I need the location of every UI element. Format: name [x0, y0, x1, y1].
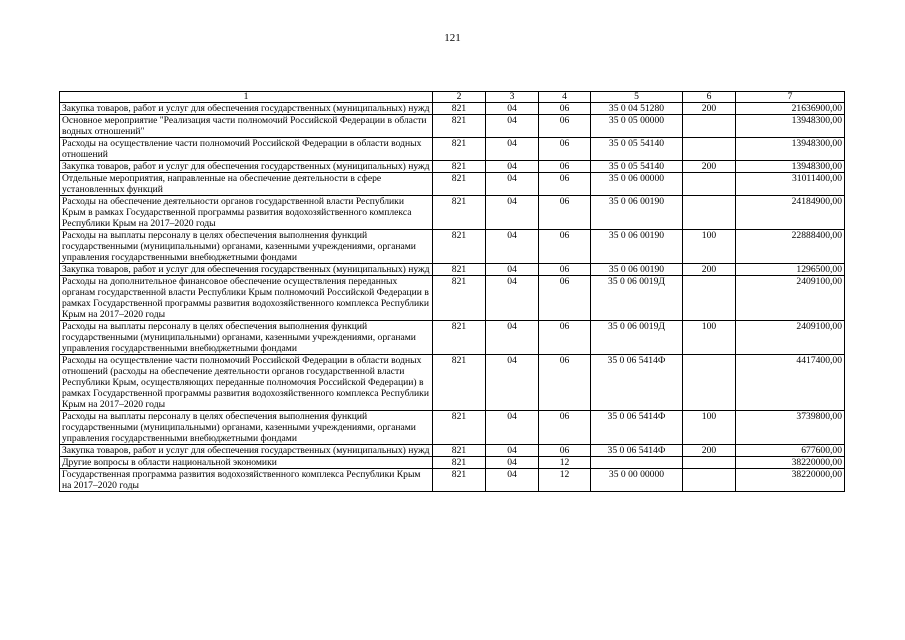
row-subsection-code: 06	[539, 411, 591, 445]
row-subsection-code: 06	[539, 230, 591, 264]
row-expense-type: 100	[683, 411, 736, 445]
row-subsection-code: 06	[539, 103, 591, 115]
row-description: Расходы на осуществление части полномочий Российской Федерации в области водных отношений	[60, 138, 433, 161]
row-amount: 38220000,00	[736, 469, 845, 492]
row-subsection-code: 06	[539, 173, 591, 196]
row-amount: 2409100,00	[736, 321, 845, 355]
row-subsection-code: 06	[539, 264, 591, 276]
row-description: Расходы на осуществление части полномочий Российской Федерации в области водных отношений (расходы на обеспечение деятельности органов государственной власти Республики Крым, осуществляющих переданные полномочия Российской Федерации) в рамках Государственной программы развития водохозяйственного комплекса Республики Крым на 2017–2020 годы	[60, 355, 433, 411]
row-section-code: 04	[486, 138, 539, 161]
header-col-5: 5	[591, 92, 683, 103]
row-ministry-code: 821	[433, 196, 486, 230]
row-expense-type	[683, 138, 736, 161]
table-row	[60, 321, 845, 355]
row-amount: 31011400,00	[736, 173, 845, 196]
row-amount: 22888400,00	[736, 230, 845, 264]
row-target-article: 35 0 05 54140	[591, 138, 683, 161]
table-row	[60, 445, 845, 457]
row-target-article: 35 0 05 00000	[591, 115, 683, 138]
row-description: Расходы на выплаты персоналу в целях обеспечения выполнения функций государственными (муниципальными) органами, казенными учреждениями, органами управления государственными внебюджетными фондами	[60, 230, 433, 264]
row-target-article: 35 0 06 0019Д	[591, 276, 683, 321]
row-ministry-code: 821	[433, 103, 486, 115]
row-subsection-code: 06	[539, 321, 591, 355]
row-subsection-code: 06	[539, 355, 591, 411]
row-target-article: 35 0 06 0019Д	[591, 321, 683, 355]
header-col-3: 3	[486, 92, 539, 103]
row-target-article: 35 0 06 00190	[591, 230, 683, 264]
row-expense-type	[683, 355, 736, 411]
row-ministry-code: 821	[433, 138, 486, 161]
row-expense-type: 100	[683, 321, 736, 355]
row-ministry-code: 821	[433, 230, 486, 264]
row-section-code: 04	[486, 411, 539, 445]
row-subsection-code: 06	[539, 445, 591, 457]
row-description: Закупка товаров, работ и услуг для обеспечения государственных (муниципальных) нужд	[60, 445, 433, 457]
row-section-code: 04	[486, 264, 539, 276]
table-row	[60, 264, 845, 276]
row-section-code: 04	[486, 115, 539, 138]
row-expense-type	[683, 173, 736, 196]
row-target-article	[591, 457, 683, 469]
table-row	[60, 469, 845, 492]
row-section-code: 04	[486, 161, 539, 173]
row-target-article: 35 0 06 5414Ф	[591, 411, 683, 445]
row-target-article: 35 0 00 00000	[591, 469, 683, 492]
row-section-code: 04	[486, 457, 539, 469]
table-row	[60, 276, 845, 321]
row-description: Отдельные мероприятия, направленные на обеспечение деятельности в сфере установленных функций	[60, 173, 433, 196]
row-target-article: 35 0 05 54140	[591, 161, 683, 173]
table-row	[60, 230, 845, 264]
row-section-code: 04	[486, 355, 539, 411]
row-ministry-code: 821	[433, 355, 486, 411]
table-row	[60, 161, 845, 173]
row-section-code: 04	[486, 445, 539, 457]
row-subsection-code: 12	[539, 457, 591, 469]
row-expense-type: 200	[683, 445, 736, 457]
row-ministry-code: 821	[433, 276, 486, 321]
header-col-6: 6	[683, 92, 736, 103]
row-ministry-code: 821	[433, 411, 486, 445]
row-description: Закупка товаров, работ и услуг для обеспечения государственных (муниципальных) нужд	[60, 103, 433, 115]
row-description: Расходы на выплаты персоналу в целях обеспечения выполнения функций государственными (муниципальными) органами, казенными учреждениями, органами управления государственными внебюджетными фондами	[60, 411, 433, 445]
row-ministry-code: 821	[433, 469, 486, 492]
row-expense-type	[683, 196, 736, 230]
table-row	[60, 411, 845, 445]
row-description: Расходы на дополнительное финансовое обеспечение осуществления переданных органам государственной власти Республики Крым полномочий Российской Федерации в рамках Государственной программы развития водохозяйственного комплекса Республики Крым на 2017–2020 годы	[60, 276, 433, 321]
row-description: Расходы на выплаты персоналу в целях обеспечения выполнения функций государственными (муниципальными) органами, казенными учреждениями, органами управления государственными внебюджетными фондами	[60, 321, 433, 355]
row-subsection-code: 06	[539, 196, 591, 230]
row-expense-type: 100	[683, 230, 736, 264]
header-col-2: 2	[433, 92, 486, 103]
row-subsection-code: 06	[539, 115, 591, 138]
table-row	[60, 103, 845, 115]
header-col-7: 7	[736, 92, 845, 103]
budget-table	[59, 91, 845, 492]
row-expense-type: 200	[683, 264, 736, 276]
row-ministry-code: 821	[433, 161, 486, 173]
row-ministry-code: 821	[433, 321, 486, 355]
row-target-article: 35 0 06 00000	[591, 173, 683, 196]
table-row	[60, 138, 845, 161]
header-row	[60, 92, 845, 103]
row-amount: 2409100,00	[736, 276, 845, 321]
row-description: Государственная программа развития водохозяйственного комплекса Республики Крым на 2017–2020 годы	[60, 469, 433, 492]
row-amount: 13948300,00	[736, 138, 845, 161]
row-ministry-code: 821	[433, 115, 486, 138]
row-subsection-code: 06	[539, 161, 591, 173]
row-subsection-code: 06	[539, 276, 591, 321]
row-amount: 4417400,00	[736, 355, 845, 411]
row-target-article: 35 0 06 00190	[591, 196, 683, 230]
row-amount: 21636900,00	[736, 103, 845, 115]
row-amount: 38220000,00	[736, 457, 845, 469]
row-target-article: 35 0 06 5414Ф	[591, 445, 683, 457]
row-subsection-code: 06	[539, 138, 591, 161]
header-col-1: 1	[60, 92, 433, 103]
row-expense-type: 200	[683, 103, 736, 115]
row-ministry-code: 821	[433, 445, 486, 457]
row-description: Закупка товаров, работ и услуг для обеспечения государственных (муниципальных) нужд	[60, 161, 433, 173]
row-section-code: 04	[486, 276, 539, 321]
row-target-article: 35 0 06 5414Ф	[591, 355, 683, 411]
table-row	[60, 115, 845, 138]
table-row	[60, 457, 845, 469]
row-section-code: 04	[486, 196, 539, 230]
row-expense-type	[683, 115, 736, 138]
row-amount: 24184900,00	[736, 196, 845, 230]
row-amount: 677600,00	[736, 445, 845, 457]
row-description: Расходы на обеспечение деятельности органов государственной власти Республики Крым в рамках Государственной программы развития водохозяйственного комплекса Республики Крым на 2017–2020 годы	[60, 196, 433, 230]
row-description: Основное мероприятие "Реализация части полномочий Российской Федерации в области водных отношений"	[60, 115, 433, 138]
row-expense-type: 200	[683, 161, 736, 173]
header-col-4: 4	[539, 92, 591, 103]
row-target-article: 35 0 06 00190	[591, 264, 683, 276]
row-target-article: 35 0 04 51280	[591, 103, 683, 115]
row-section-code: 04	[486, 173, 539, 196]
row-description: Закупка товаров, работ и услуг для обеспечения государственных (муниципальных) нужд	[60, 264, 433, 276]
row-expense-type	[683, 469, 736, 492]
row-amount: 1296500,00	[736, 264, 845, 276]
row-expense-type	[683, 276, 736, 321]
row-amount: 13948300,00	[736, 161, 845, 173]
row-ministry-code: 821	[433, 173, 486, 196]
table-row	[60, 196, 845, 230]
table-row	[60, 173, 845, 196]
row-amount: 3739800,00	[736, 411, 845, 445]
row-section-code: 04	[486, 321, 539, 355]
table-row	[60, 355, 845, 411]
row-ministry-code: 821	[433, 264, 486, 276]
page-number: 121	[444, 32, 461, 44]
row-amount: 13948300,00	[736, 115, 845, 138]
row-ministry-code: 821	[433, 457, 486, 469]
row-section-code: 04	[486, 103, 539, 115]
row-description: Другие вопросы в области национальной экономики	[60, 457, 433, 469]
row-section-code: 04	[486, 469, 539, 492]
row-section-code: 04	[486, 230, 539, 264]
row-subsection-code: 12	[539, 469, 591, 492]
row-expense-type	[683, 457, 736, 469]
